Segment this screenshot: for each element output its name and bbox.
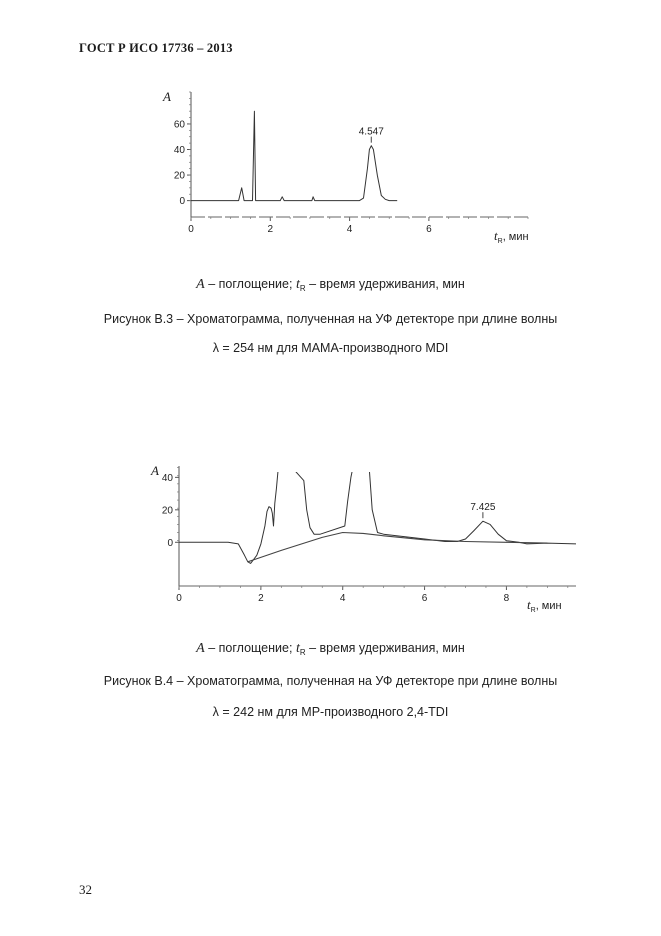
y-tick-label: 60 bbox=[173, 119, 185, 131]
y-axis-label: A bbox=[151, 463, 159, 478]
legend-t-text: – время удерживания, мин bbox=[309, 277, 465, 291]
y-tick-label: 0 bbox=[167, 537, 173, 549]
x-tick-label: 0 bbox=[188, 224, 194, 235]
x-tick-label: 4 bbox=[339, 593, 346, 604]
peak-label: 4.547 bbox=[358, 126, 384, 138]
figure-b3-caption-line1: Рисунок В.3 – Хроматограмма, полученная на УФ детекторе при длине волны bbox=[103, 312, 558, 326]
x-tick-label: 6 bbox=[426, 224, 432, 235]
document-header: ГОСТ Р ИСО 17736 – 2013 bbox=[79, 41, 233, 55]
figure-b4-caption-line1: Рисунок В.4 – Хроматограмма, полученная на УФ детекторе при длине волны bbox=[103, 674, 558, 688]
y-tick-label: 20 bbox=[173, 170, 185, 182]
x-tick-label: 2 bbox=[267, 224, 274, 235]
figure-b3-caption-line2: λ = 254 нм для МАМА-производного MDI bbox=[212, 341, 449, 355]
legend-t-text: – время удерживания, мин bbox=[309, 641, 465, 655]
legend-t-sub: R bbox=[299, 284, 306, 293]
legend-a-symbol: A bbox=[196, 277, 205, 292]
figure-b4-legend bbox=[0, 641, 661, 657]
y-tick-label: 40 bbox=[173, 145, 185, 156]
peak-label: 7.425 bbox=[470, 502, 496, 514]
legend-a-symbol: A bbox=[196, 641, 205, 656]
legend-a-text: – поглощение; bbox=[208, 277, 293, 291]
signal-trace bbox=[179, 458, 576, 564]
legend-t-sub: R bbox=[299, 648, 306, 657]
x-axis-label: $t_R$, мин bbox=[494, 228, 529, 245]
x-tick-label: 6 bbox=[421, 593, 428, 604]
legend-t-symbol: t bbox=[295, 277, 300, 292]
baseline-trace bbox=[248, 533, 548, 562]
legend-t-symbol: t bbox=[295, 641, 300, 656]
x-tick-label: 4 bbox=[346, 224, 353, 235]
legend-a-text: – поглощение; bbox=[208, 641, 293, 655]
y-axis-label: A bbox=[163, 89, 171, 104]
figure-b4-caption-line2: λ = 242 нм для МР-производного 2,4-TDI bbox=[212, 705, 449, 719]
page-number: 32 bbox=[79, 882, 92, 897]
x-tick-label: 0 bbox=[176, 593, 182, 604]
x-tick-label: 8 bbox=[503, 593, 510, 604]
y-tick-label: 0 bbox=[179, 196, 185, 208]
x-axis-label: $t_R$, мин bbox=[527, 597, 562, 614]
y-tick-label: 20 bbox=[161, 505, 173, 517]
x-tick-label: 2 bbox=[258, 593, 264, 604]
y-tick-label: 40 bbox=[161, 472, 173, 484]
